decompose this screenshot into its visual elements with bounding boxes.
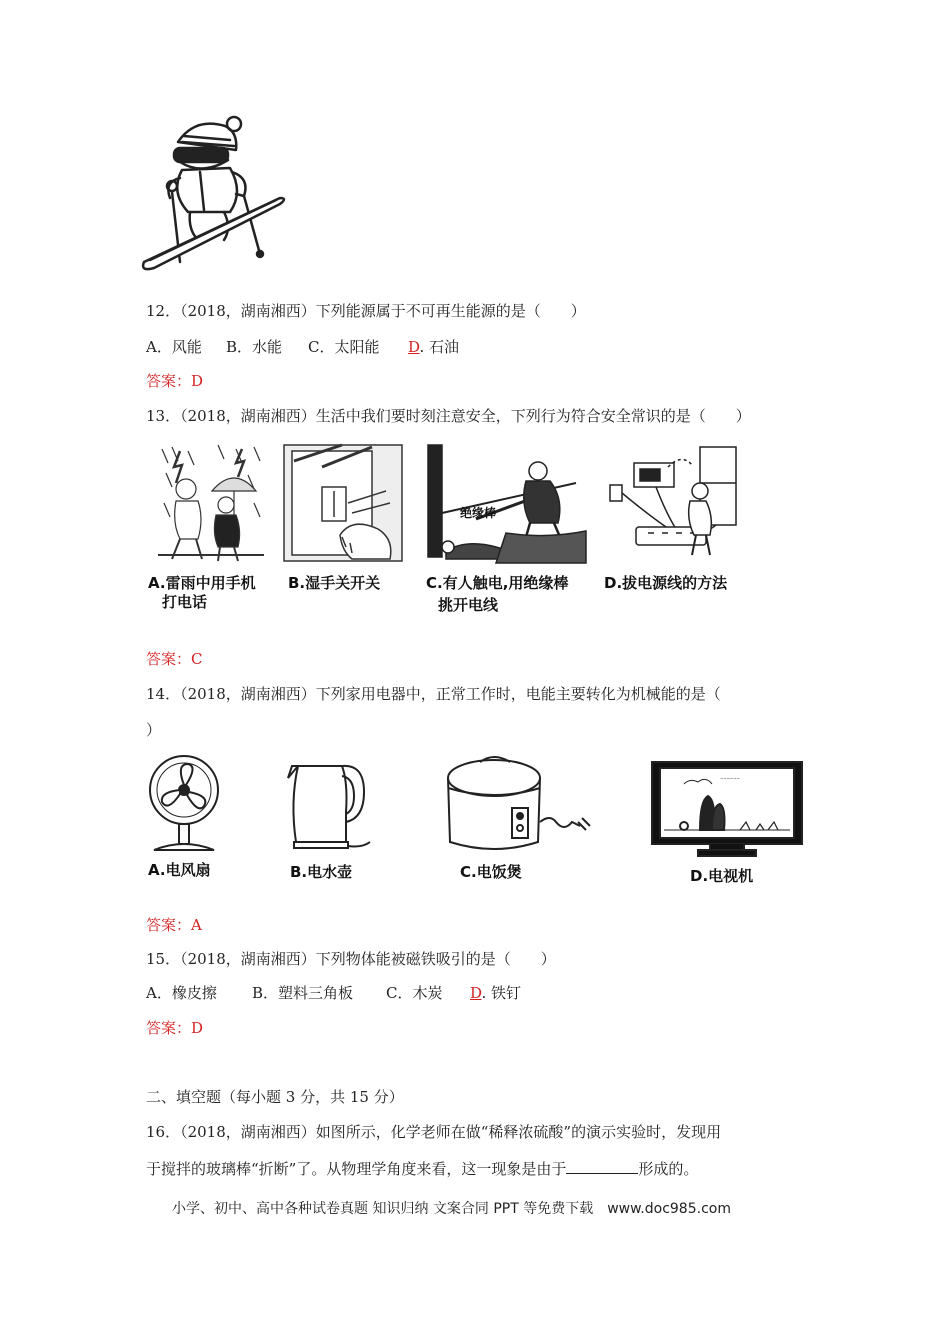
q14-stem-line2: ） [146, 721, 162, 739]
q16-line2-text-b: 形成的。 [638, 1160, 699, 1178]
svg-text:~~~~~~: ~~~~~~ [720, 776, 741, 781]
q13-stem: 13．（2018，湖南湘西）生活中我们要时刻注意安全，下列行为符合安全常识的是（ ） [146, 407, 751, 425]
q14-caption-c: C.电饭煲 [460, 863, 522, 881]
q13-caption-a-line2: 打电话 [162, 593, 208, 611]
q12-option-a: A．风能 [146, 338, 202, 356]
q12-options [146, 337, 459, 357]
q13-image-b [282, 443, 404, 563]
q14-image-fan [144, 752, 230, 856]
q13-caption-c-line2: 挑开电线 [438, 596, 499, 614]
q12-option-b: B．水能 [226, 338, 283, 356]
q12-option-c: C．太阳能 [308, 338, 380, 356]
q12-stem: 12．（2018，湖南湘西）下列能源属于不可再生能源的是（ ） [146, 302, 586, 320]
q13-caption-d: D.拔电源线的方法 [604, 574, 728, 592]
q14-caption-a: A.电风扇 [148, 861, 211, 879]
q13-image-c [426, 443, 590, 565]
q15-option-d-text: . 铁钉 [481, 984, 522, 1002]
q15-answer: 答案：D [146, 1019, 204, 1037]
q13-caption-c-line1: C.有人触电,用绝缘棒 [426, 574, 569, 592]
q13-caption-b: B.湿手关开关 [288, 574, 381, 592]
section2-title: 二、填空题（每小题 3 分，共 15 分） [146, 1088, 404, 1106]
q13-answer: 答案：C [146, 650, 203, 668]
footer-text: 小学、初中、高中各种试卷真题 知识归纳 文案合同 PPT 等免费下载 www.doc985.com [172, 1201, 731, 1217]
q14-caption-d: D.电视机 [690, 867, 754, 885]
q14-image-tv [650, 760, 804, 864]
q16-answer-blank[interactable] [566, 1158, 638, 1174]
q12-option-d-text: . 石油 [419, 338, 460, 356]
q14-image-rice-cooker [440, 752, 594, 860]
q13-image-d [606, 443, 746, 561]
q12-option-d-letter: D [408, 338, 420, 356]
q15-stem: 15．（2018，湖南湘西）下列物体能被磁铁吸引的是（ ） [146, 950, 556, 968]
q12-answer: 答案：D [146, 372, 204, 390]
q14-stem-line1: 14．（2018，湖南湘西）下列家用电器中，正常工作时，电能主要转化为机械能的是（ [146, 685, 721, 703]
q14-image-kettle [282, 752, 378, 856]
q14-answer: 答案：A [146, 916, 202, 934]
skier-illustration [140, 112, 290, 277]
q16-line1: 16．（2018，湖南湘西）如图所示，化学老师在做“稀释浓硫酸”的演示实验时，发现用 [146, 1123, 722, 1141]
q15-option-b: B．塑料三角板 [252, 984, 354, 1002]
q15-option-c: C．木炭 [386, 984, 443, 1002]
q15-option-d-letter: D [470, 984, 482, 1002]
q15-option-a: A．橡皮擦 [146, 984, 217, 1002]
q16-line2 [146, 1158, 698, 1179]
q16-line2-text-a: 于搅拌的玻璃棒“折断”了。从物理学角度来看，这一现象是由于 [146, 1160, 567, 1178]
q13-caption-a-line1: A.雷雨中用手机 [148, 574, 256, 592]
q13-rod-label: 绝缘棒 [460, 506, 497, 520]
q14-caption-b: B.电水壶 [290, 863, 353, 881]
q13-image-a [158, 443, 264, 563]
q15-options [146, 983, 521, 1003]
